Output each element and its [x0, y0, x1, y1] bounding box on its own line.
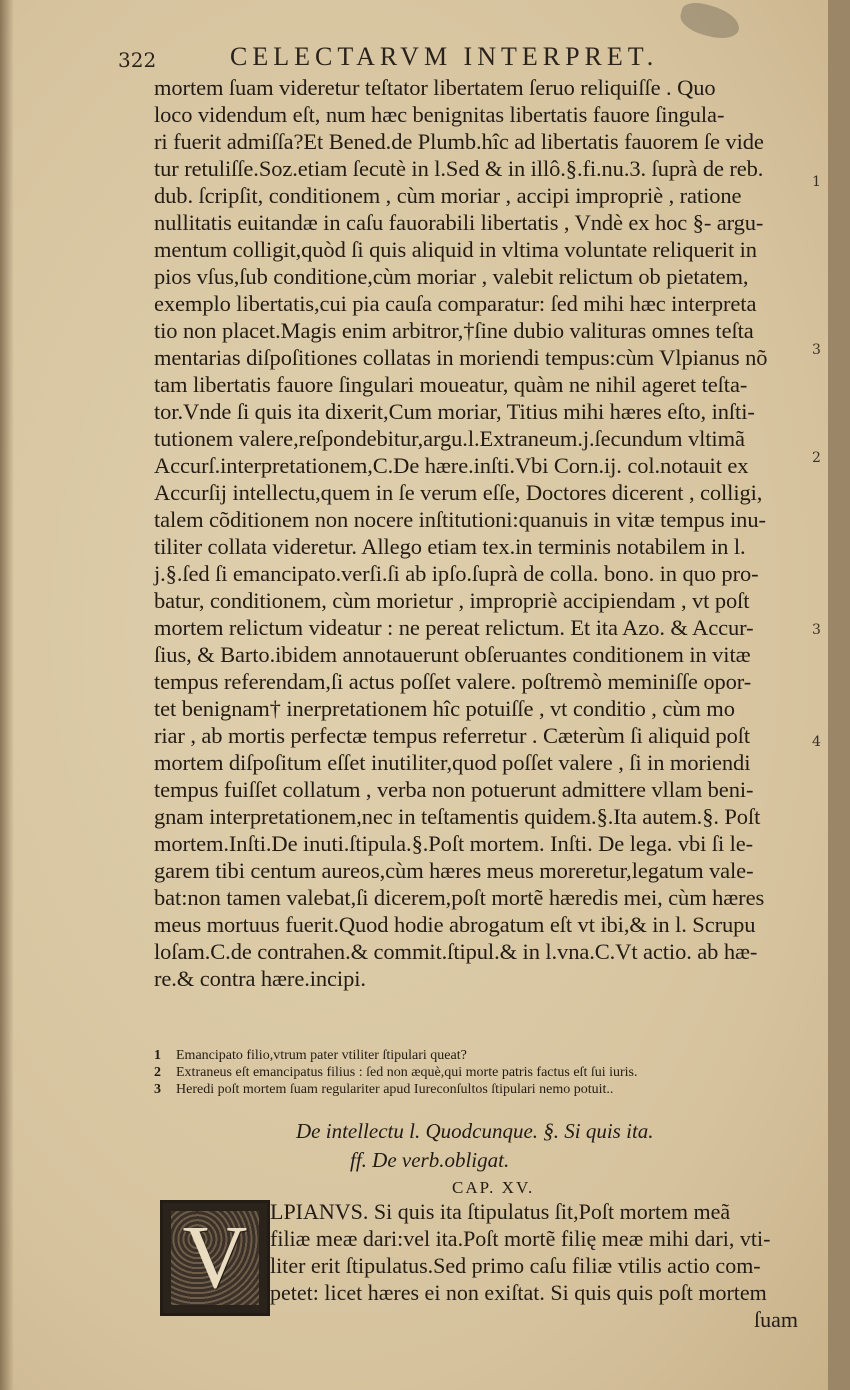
text-line: loco videndum eſt, num hæc benignitas libertatis fauore ſingula- [154, 102, 725, 127]
note-item: 3 Heredi poſt mortem ſuam regulariter apud Iureconſultos ſtipulari nemo potuit.. [154, 1082, 614, 1097]
text-line: garem tibi centum aureos,cùm hæres meus moreretur,legatum vale- [154, 858, 754, 883]
text-line: loſam.C.de contrahen.& commit.ſtipul.& in l.vna.C.Vt actio. ab hæ- [154, 939, 758, 964]
text-line: tur retuliſſe.Soz.etiam ſecutè in l.Sed & in illô.§.fi.nu.3. ſuprà de reb. [154, 156, 764, 181]
text-line: nullitatis euitandæ in caſu fauorabili libertatis , Vndè ex hoc §- argu- [154, 210, 764, 235]
text-line: mortem relictum videatur : ne pereat relictum. Et ita Azo. & Accur- [154, 615, 754, 640]
margin-note-ref: 2 [812, 450, 821, 466]
text-line: ri fuerit admiſſa?Et Bened.de Plumb.hîc ad libertatis fauorem ſe vide [154, 129, 764, 154]
text-line: batur, conditionem, cùm morietur , impropriè accipiendam , vt poſt [154, 588, 750, 613]
note-item: 1 Emancipato filio,vtrum pater vtiliter ſtipulari queat? [154, 1048, 467, 1063]
text-line: bat:non tamen valebat,ſi dicerem,poſt mortẽ hæredis mei, cùm hæres [154, 885, 765, 910]
text-line: tam libertatis fauore ſingulari moueatur, quàm ne nihil ageret teſta- [154, 372, 748, 397]
chapter-heading-source: ff. De verb.obligat. [350, 1148, 510, 1172]
text-line: pios vſus,ſub conditione,cùm moriar , valebit relictum ob pietatem, [154, 264, 749, 289]
text-line: mortem.Inſti.De inuti.ſtipula.§.Poſt mortem. Inſti. De lega. vbi ſi le- [154, 831, 754, 856]
text-line: LPIANVS. Si quis ita ſtipulatus ſit,Poſt mortem meã [270, 1199, 731, 1224]
text-line: tiliter collata videretur. Allego etiam tex.in terminis notabilem in l. [154, 534, 746, 559]
text-line: gnam interpretationem,nec in teſtamentis quidem.§.Ita autem.§. Poſt [154, 804, 761, 829]
text-line: ſius, & Barto.ibidem annotauerunt obſeruantes conditionem in vitæ [154, 642, 751, 667]
text-line: tio non placet.Magis enim arbitror,†ſine dubio valituras omnes teſta [154, 318, 754, 343]
text-line: mortem diſpoſitum eſſet inutiliter,quod poſſet valere , ſi in moriendi [154, 750, 751, 775]
text-line: mentum colligit,quòd ſi quis aliquid in vltima voluntate reliquerit in [154, 237, 757, 262]
text-line: filiæ meæ dari:vel ita.Poſt mortẽ filię meæ mihi dari, vti- [270, 1226, 771, 1251]
page-number: 322 [118, 48, 157, 72]
catchword: ſuam [754, 1307, 798, 1332]
note-item: 2 Extraneus eſt emancipatus filius : ſed non æquè,qui morte patris factus eſt ſui iuris. [154, 1065, 638, 1080]
page-edge [828, 0, 850, 1390]
margin-note-ref: 4 [812, 734, 821, 750]
text-line: riar , ab mortis perfectæ tempus referretur . Cæterùm ſi aliquid poſt [154, 723, 751, 748]
text-line: tempus referendam,ſi actus poſſet valere. poſtremò meminiſſe opor- [154, 669, 752, 694]
initial-letter: V [182, 1208, 248, 1307]
page-stain [677, 0, 743, 43]
body-text [154, 74, 804, 992]
text-line: tutionem valere,reſpondebitur,argu.l.Extraneum.j.ſecundum vltimã [154, 426, 745, 451]
margin-note-ref: 3 [812, 342, 821, 358]
text-line: tet benignam† inerpretationem hîc potuiſſe , vt conditio , cùm mo [154, 696, 735, 721]
text-line: dub. ſcripſit, conditionem , cùm moriar , accipi impropriè , ratione [154, 183, 742, 208]
text-line: mortem ſuam videretur teſtator libertatem ſeruo reliquiſſe . Quo [154, 75, 716, 100]
text-line: meus mortuus fuerit.Quod hodie abrogatum eſt vt ibi,& in l. Scrupu [154, 912, 756, 937]
chapter-heading: De intellectu l. Quodcunque. §. Si quis ita. [296, 1119, 654, 1143]
text-line: Accurſ.interpretationem,C.De hære.inſti.Vbi Corn.ij. col.notauit ex [154, 453, 749, 478]
text-line: mentarias diſpoſitiones collatas in moriendi tempus:cùm Vlpianus nõ [154, 345, 768, 370]
text-line: tor.Vnde ſi quis ita dixerit,Cum moriar, Titius mihi hæres eſto, inſti- [154, 399, 755, 424]
chapter-text [270, 1198, 810, 1333]
text-line: j.§.ſed ſi emancipato.verſi.ſi ab ipſo.ſuprà de colla. bono. in quo pro- [154, 561, 759, 586]
decorated-initial [160, 1200, 270, 1316]
text-line: talem cõditionem non nocere inſtitutioni:quanuis in vitæ tempus inu- [154, 507, 766, 532]
running-head: CELECTARVM INTERPRET. [230, 42, 659, 71]
text-line: petet: licet hæres ei non exiſtat. Si quis quis poſt mortem [270, 1280, 767, 1305]
text-line: re.& contra hære.incipi. [154, 966, 366, 991]
margin-note-ref: 1 [812, 174, 821, 190]
text-line: exemplo libertatis,cui pia cauſa comparatur: ſed mihi hæc interpreta [154, 291, 757, 316]
side-notes [154, 1047, 804, 1098]
text-line: tempus fuiſſet collatum , verba non potuerunt admittere vllam beni- [154, 777, 754, 802]
gutter-shadow [0, 0, 14, 1390]
chapter-number: CAP. XV. [452, 1178, 535, 1197]
text-line: Accurſij intellectu,quem in ſe verum eſſe, Doctores dicerent , colligi, [154, 480, 763, 505]
text-line: liter erit ſtipulatus.Sed primo caſu filiæ vtilis actio com- [270, 1253, 761, 1278]
margin-note-ref: 3 [812, 622, 821, 638]
